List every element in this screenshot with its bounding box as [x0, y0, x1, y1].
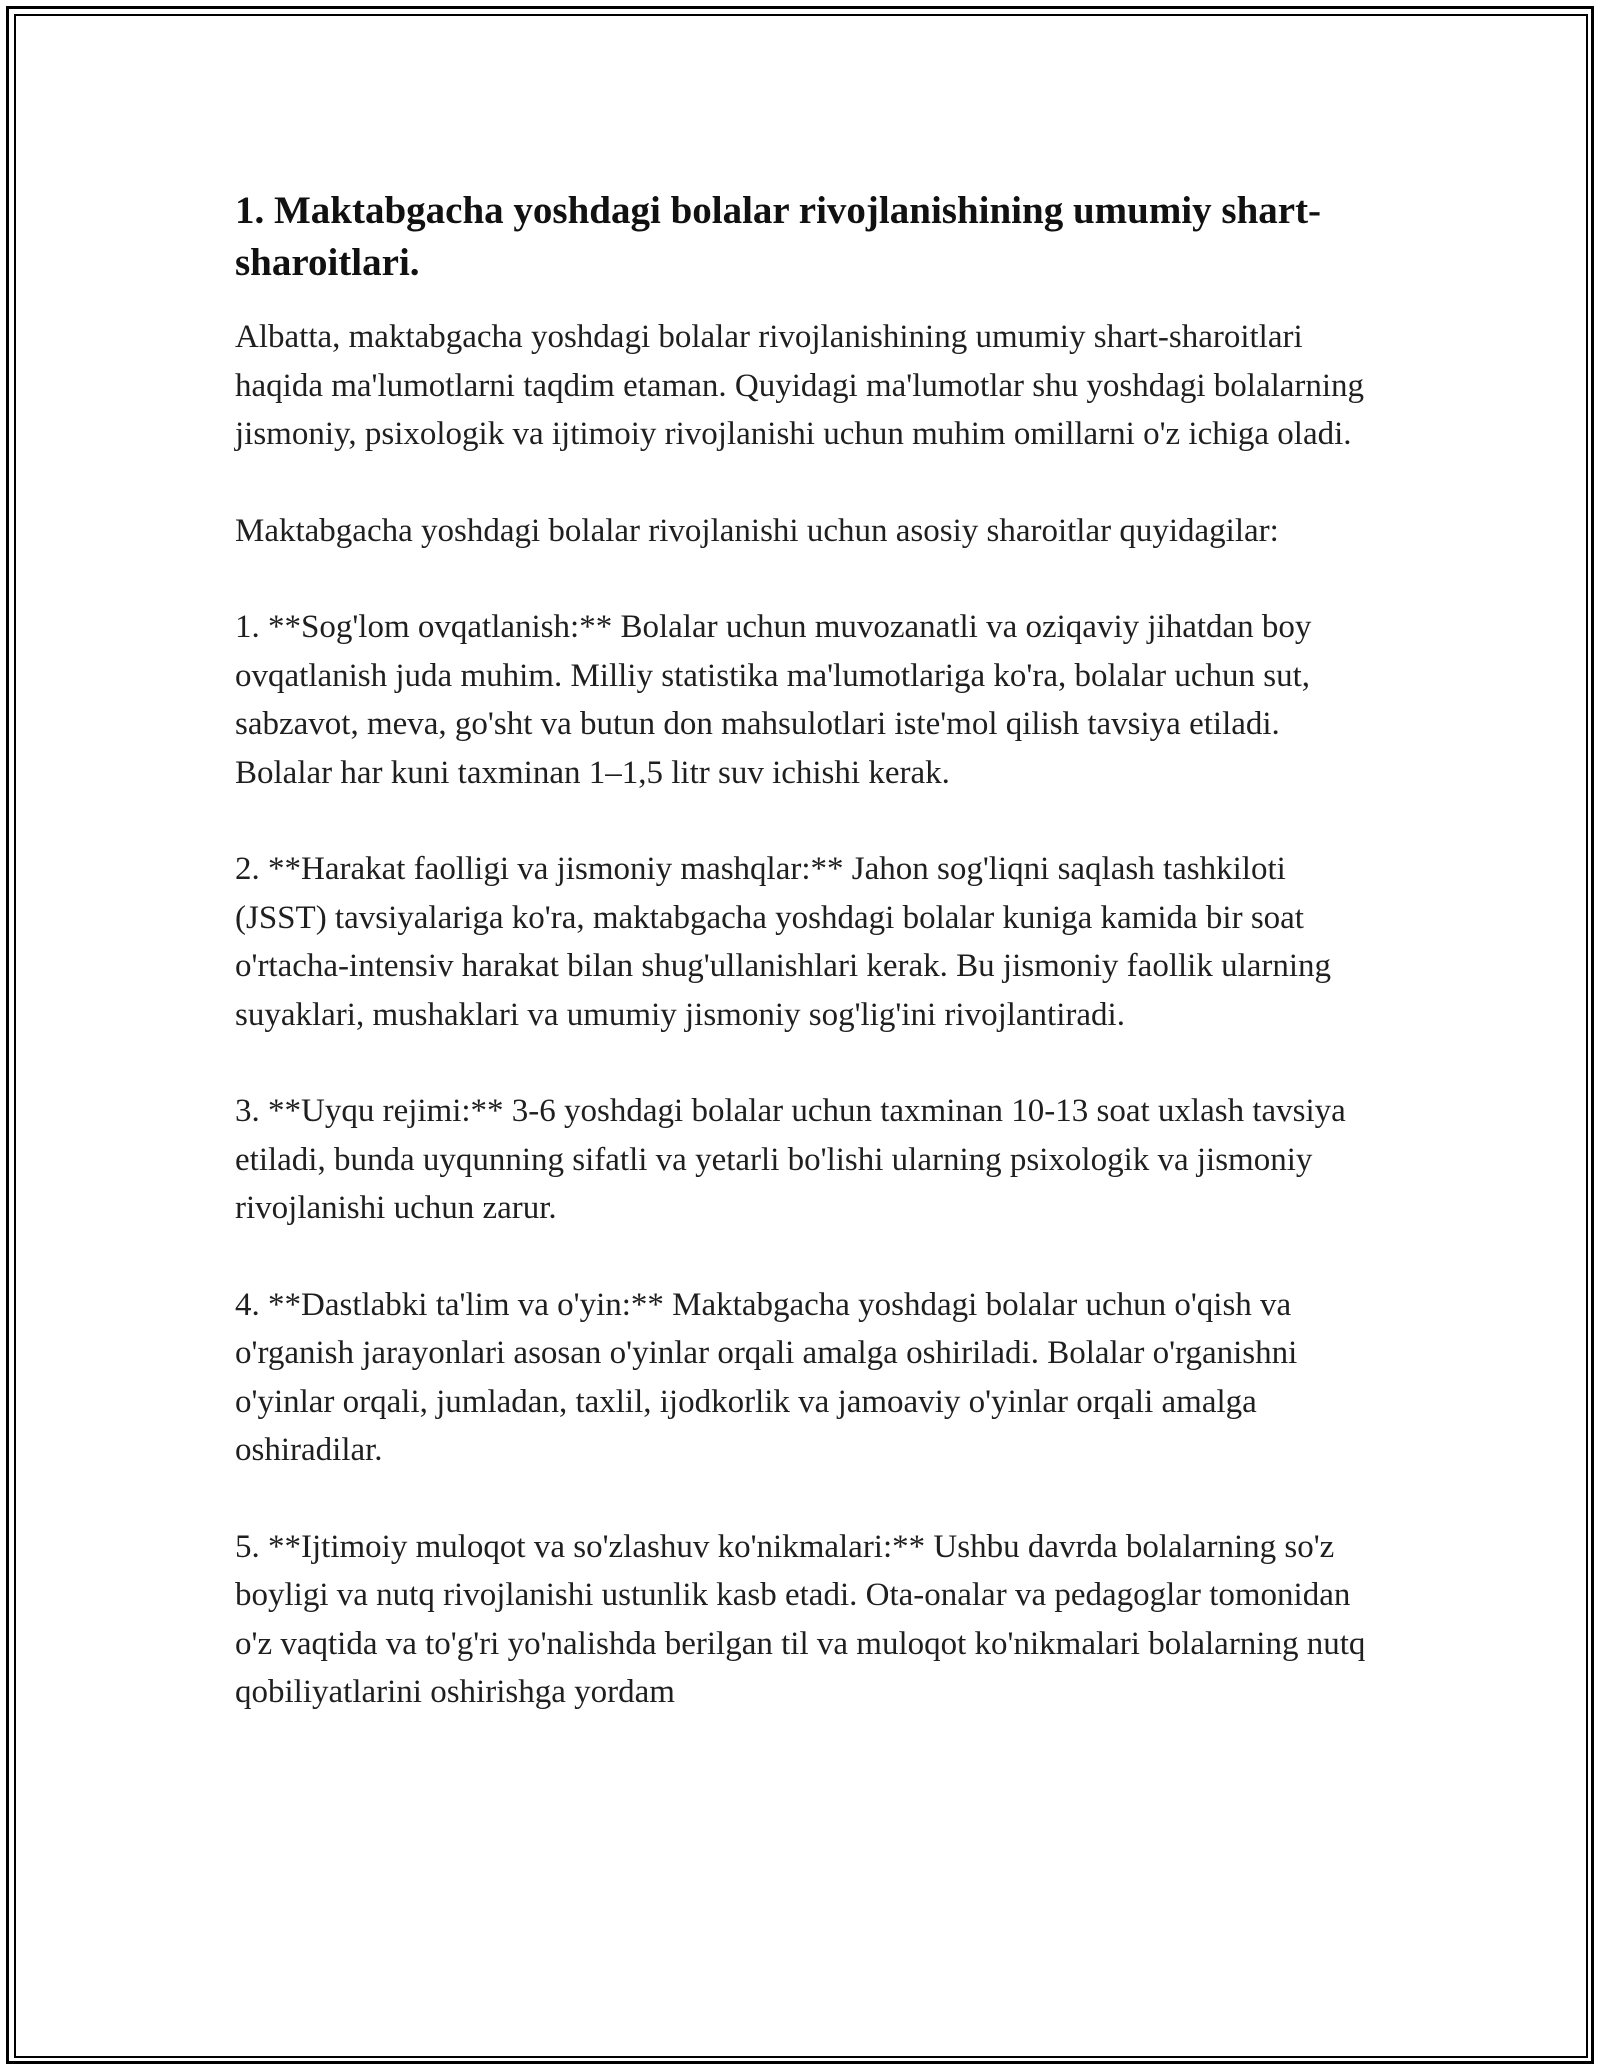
- item-physical-activity: 2. **Harakat faolligi va jismoniy mashqlar:** Jahon sog'liqni saqlash tashkiloti (JSST) tavsiyalariga ko'ra, maktabgacha yoshdagi bolalar kuniga kamida bir soat o'rtacha-intensiv harakat bilan shug'ullanishlari kerak. Bu jismoniy faollik ularning suyaklari, mushaklari va umumiy jismoniy sog'lig'ini rivojlantiradi.: [235, 851, 1332, 1033]
- item-early-learning-play: 4. **Dastlabki ta'lim va o'yin:** Maktabgacha yoshdagi bolalar uchun o'qish va o'rganish jarayonlari asosan o'yinlar orqali amalga oshiriladi. Bolalar o'rganishni o'yinlar orqali, jumladan, taxlil, ijodkorlik va jamoaviy o'yinlar orqali amalga oshiradilar.: [235, 1286, 1298, 1468]
- item-social-communication: 5. **Ijtimoiy muloqot va so'zlashuv ko'nikmalari:** Ushbu davrda bolalarning so'z boyligi va nutq rivojlanishi ustunlik kasb etadi. Ota-onalar va pedagoglar tomonidan o'z vaqtida va to'g'ri yo'nalishda berilgan til va muloqot ko'nikmalari bolalarning nutq qobiliyatlarini oshirishga yordam: [235, 1528, 1366, 1710]
- section-heading: 1. Maktabgacha yoshdagi bolalar rivojlanishining umumiy shart-sharoitlari.: [235, 189, 1322, 284]
- document-body: [235, 185, 1380, 1765]
- conditions-lead-paragraph: Maktabgacha yoshdagi bolalar rivojlanishi uchun asosiy sharoitlar quyidagilar:: [235, 512, 1279, 549]
- item-sleep-regime: 3. **Uyqu rejimi:** 3-6 yoshdagi bolalar uchun taxminan 10-13 soat uxlash tavsiya etiladi, bunda uyqunning sifatli va yetarli bo'lishi ularning psixologik va jismoniy rivojlanishi uchun zarur.: [235, 1093, 1346, 1226]
- item-healthy-nutrition: 1. **Sog'lom ovqatlanish:** Bolalar uchun muvozanatli va oziqaviy jihatdan boy ovqatlanish juda muhim. Milliy statistika ma'lumotlariga ko'ra, bolalar uchun sut, sabzavot, meva, go'sht va butun don mahsulotlari iste'mol qilish tavsiya etiladi. Bolalar har kuni taxminan 1–1,5 litr suv ichishi kerak.: [235, 609, 1312, 791]
- intro-paragraph: Albatta, maktabgacha yoshdagi bolalar rivojlanishining umumiy shart-sharoitlari haqida ma'lumotlarni taqdim etaman. Quyidagi ma'lumotlar shu yoshdagi bolalarning jismoniy, psixologik va ijtimoiy rivojlanishi uchun muhim omillarni o'z ichiga oladi.: [235, 319, 1365, 452]
